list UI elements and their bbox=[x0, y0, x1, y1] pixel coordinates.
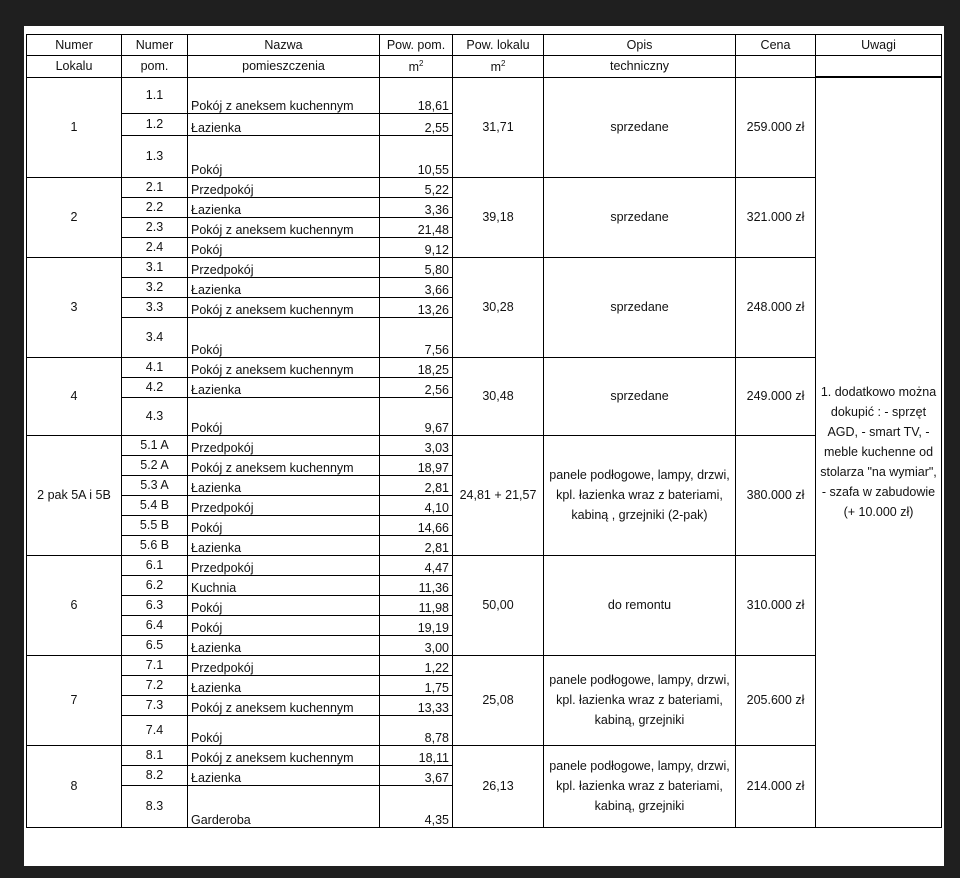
cell-numer-pom: 4.1 bbox=[122, 357, 188, 377]
cell-numer-pom: 1.2 bbox=[122, 113, 188, 135]
cell-numer-pom: 6.4 bbox=[122, 615, 188, 635]
cell-pow-lokalu: 30,48 bbox=[453, 357, 544, 435]
cell-nazwa: Przedpokój bbox=[188, 435, 380, 455]
header-cena: Cena bbox=[736, 35, 816, 56]
cell-nazwa: Przedpokój bbox=[188, 177, 380, 197]
cell-cena: 259.000 zł bbox=[736, 77, 816, 177]
cell-numer-pom: 1.3 bbox=[122, 135, 188, 177]
cell-numer-pom: 5.5 B bbox=[122, 515, 188, 535]
header-pow-lokalu: Pow. lokalu bbox=[453, 35, 544, 56]
header-row-2 bbox=[27, 56, 942, 78]
cell-uwagi: 1. dodatkowo można dokupić : - sprzęt AGD, - smart TV, - meble kuchenne od stolarza "na wymiar", - szafa w zabudowie (+ 10.000 zł) bbox=[816, 77, 942, 827]
cell-nazwa: Pokój bbox=[188, 317, 380, 357]
cell-pow-pom: 10,55 bbox=[380, 135, 453, 177]
table-row bbox=[27, 257, 942, 277]
cell-nazwa: Przedpokój bbox=[188, 495, 380, 515]
cell-nazwa: Pokój z aneksem kuchennym bbox=[188, 455, 380, 475]
cell-numer-pom: 2.2 bbox=[122, 197, 188, 217]
cell-pow-lokalu: 24,81 + 21,57 bbox=[453, 435, 544, 555]
cell-pow-pom: 3,67 bbox=[380, 765, 453, 785]
cell-pow-lokalu: 26,13 bbox=[453, 745, 544, 827]
cell-numer-pom: 5.3 A bbox=[122, 475, 188, 495]
cell-numer-pom: 2.3 bbox=[122, 217, 188, 237]
cell-pow-pom: 3,36 bbox=[380, 197, 453, 217]
cell-nazwa: Łazienka bbox=[188, 113, 380, 135]
cell-numer-lokalu: 2 pak 5A i 5B bbox=[27, 435, 122, 555]
table-body bbox=[27, 77, 942, 827]
cell-nazwa: Pokój bbox=[188, 515, 380, 535]
cell-pow-pom: 4,35 bbox=[380, 785, 453, 827]
cell-nazwa: Kuchnia bbox=[188, 575, 380, 595]
cell-pow-pom: 11,36 bbox=[380, 575, 453, 595]
header-uwagi-2 bbox=[816, 56, 942, 78]
header-pow-pom-unit: $m^2$ bbox=[380, 56, 453, 78]
cell-numer-lokalu: 3 bbox=[27, 257, 122, 357]
cell-numer-pom: 4.3 bbox=[122, 397, 188, 435]
header-nazwa: Nazwa bbox=[188, 35, 380, 56]
cell-pow-pom: 4,10 bbox=[380, 495, 453, 515]
cell-opis-techniczny: panele podłogowe, lampy, drzwi, kpl. łazienka wraz z bateriami, kabiną, grzejniki bbox=[544, 745, 736, 827]
cell-numer-pom: 6.1 bbox=[122, 555, 188, 575]
cell-numer-pom: 3.1 bbox=[122, 257, 188, 277]
cell-pow-pom: 13,26 bbox=[380, 297, 453, 317]
cell-numer-lokalu: 1 bbox=[27, 77, 122, 177]
cell-numer-pom: 5.6 B bbox=[122, 535, 188, 555]
cell-pow-pom: 21,48 bbox=[380, 217, 453, 237]
cell-pow-pom: 1,75 bbox=[380, 675, 453, 695]
cell-cena: 321.000 zł bbox=[736, 177, 816, 257]
cell-numer-pom: 7.2 bbox=[122, 675, 188, 695]
header-numer-pom-2: pom. bbox=[122, 56, 188, 78]
cell-nazwa: Pokój z aneksem kuchennym bbox=[188, 297, 380, 317]
cell-numer-pom: 8.1 bbox=[122, 745, 188, 765]
cell-pow-pom: 18,97 bbox=[380, 455, 453, 475]
cell-numer-pom: 2.1 bbox=[122, 177, 188, 197]
table-row bbox=[27, 555, 942, 575]
cell-numer-pom: 8.3 bbox=[122, 785, 188, 827]
table-row bbox=[27, 357, 942, 377]
cell-pow-pom: 2,81 bbox=[380, 475, 453, 495]
cell-pow-pom: 1,22 bbox=[380, 655, 453, 675]
cell-numer-pom: 7.4 bbox=[122, 715, 188, 745]
cell-nazwa: Pokój bbox=[188, 715, 380, 745]
header-row-1 bbox=[27, 35, 942, 56]
cell-opis-techniczny: panele podłogowe, lampy, drzwi, kpl. łazienka wraz z bateriami, kabiną, grzejniki bbox=[544, 655, 736, 745]
cell-nazwa: Łazienka bbox=[188, 377, 380, 397]
cell-numer-pom: 3.4 bbox=[122, 317, 188, 357]
cell-opis-techniczny: sprzedane bbox=[544, 257, 736, 357]
cell-pow-pom: 3,03 bbox=[380, 435, 453, 455]
cell-numer-lokalu: 8 bbox=[27, 745, 122, 827]
cell-cena: 248.000 zł bbox=[736, 257, 816, 357]
cell-nazwa: Łazienka bbox=[188, 535, 380, 555]
cell-numer-pom: 6.3 bbox=[122, 595, 188, 615]
cell-pow-pom: 8,78 bbox=[380, 715, 453, 745]
cell-nazwa: Pokój z aneksem kuchennym bbox=[188, 745, 380, 765]
cell-nazwa: Łazienka bbox=[188, 765, 380, 785]
cell-opis-techniczny: do remontu bbox=[544, 555, 736, 655]
cell-numer-lokalu: 7 bbox=[27, 655, 122, 745]
cell-nazwa: Pokój z aneksem kuchennym bbox=[188, 357, 380, 377]
cell-nazwa: Przedpokój bbox=[188, 257, 380, 277]
cell-nazwa: Garderoba bbox=[188, 785, 380, 827]
table-row bbox=[27, 435, 942, 455]
cell-numer-pom: 5.1 A bbox=[122, 435, 188, 455]
cell-pow-pom: 9,67 bbox=[380, 397, 453, 435]
cell-nazwa: Przedpokój bbox=[188, 655, 380, 675]
header-cena-2 bbox=[736, 56, 816, 78]
cell-nazwa: Łazienka bbox=[188, 635, 380, 655]
cell-opis-techniczny: sprzedane bbox=[544, 177, 736, 257]
header-nazwa-2: pomieszczenia bbox=[188, 56, 380, 78]
cell-pow-pom: 18,25 bbox=[380, 357, 453, 377]
cell-cena: 214.000 zł bbox=[736, 745, 816, 827]
cell-nazwa: Pokój bbox=[188, 595, 380, 615]
cell-pow-pom: 5,80 bbox=[380, 257, 453, 277]
cell-pow-pom: 13,33 bbox=[380, 695, 453, 715]
cell-numer-pom: 3.3 bbox=[122, 297, 188, 317]
cell-numer-lokalu: 6 bbox=[27, 555, 122, 655]
cell-nazwa: Przedpokój bbox=[188, 555, 380, 575]
cell-pow-pom: 14,66 bbox=[380, 515, 453, 535]
cell-pow-pom: 9,12 bbox=[380, 237, 453, 257]
table-row bbox=[27, 77, 942, 113]
cell-nazwa: Łazienka bbox=[188, 197, 380, 217]
header-uwagi: Uwagi bbox=[816, 35, 942, 56]
cell-nazwa: Pokój bbox=[188, 135, 380, 177]
cell-numer-pom: 5.2 A bbox=[122, 455, 188, 475]
header-opis: Opis bbox=[544, 35, 736, 56]
cell-pow-pom: 2,55 bbox=[380, 113, 453, 135]
table-row bbox=[27, 655, 942, 675]
cell-pow-pom: 19,19 bbox=[380, 615, 453, 635]
cell-numer-pom: 6.2 bbox=[122, 575, 188, 595]
spreadsheet-sheet bbox=[24, 26, 944, 866]
header-pow-lokalu-unit: $m^2$ bbox=[453, 56, 544, 78]
cell-pow-lokalu: 39,18 bbox=[453, 177, 544, 257]
cell-pow-pom: 11,98 bbox=[380, 595, 453, 615]
cell-pow-lokalu: 25,08 bbox=[453, 655, 544, 745]
cell-nazwa: Pokój bbox=[188, 615, 380, 635]
cell-pow-pom: 2,81 bbox=[380, 535, 453, 555]
cell-numer-pom: 5.4 B bbox=[122, 495, 188, 515]
cell-nazwa: Pokój z aneksem kuchennym bbox=[188, 695, 380, 715]
cell-numer-pom: 4.2 bbox=[122, 377, 188, 397]
cell-nazwa: Pokój bbox=[188, 237, 380, 257]
cell-cena: 249.000 zł bbox=[736, 357, 816, 435]
cell-numer-pom: 6.5 bbox=[122, 635, 188, 655]
cell-pow-lokalu: 31,71 bbox=[453, 77, 544, 177]
cell-numer-pom: 7.3 bbox=[122, 695, 188, 715]
cell-opis-techniczny: sprzedane bbox=[544, 77, 736, 177]
cell-numer-pom: 7.1 bbox=[122, 655, 188, 675]
cell-pow-lokalu: 30,28 bbox=[453, 257, 544, 357]
header-pow-pom: Pow. pom. bbox=[380, 35, 453, 56]
cell-cena: 205.600 zł bbox=[736, 655, 816, 745]
cell-numer-pom: 2.4 bbox=[122, 237, 188, 257]
apartments-table bbox=[26, 34, 942, 828]
cell-pow-pom: 2,56 bbox=[380, 377, 453, 397]
header-opis-2: techniczny bbox=[544, 56, 736, 78]
cell-pow-pom: 3,00 bbox=[380, 635, 453, 655]
cell-nazwa: Łazienka bbox=[188, 277, 380, 297]
cell-cena: 380.000 zł bbox=[736, 435, 816, 555]
cell-pow-pom: 7,56 bbox=[380, 317, 453, 357]
cell-numer-lokalu: 4 bbox=[27, 357, 122, 435]
cell-pow-pom: 4,47 bbox=[380, 555, 453, 575]
cell-nazwa: Łazienka bbox=[188, 675, 380, 695]
cell-pow-pom: 18,11 bbox=[380, 745, 453, 765]
cell-nazwa: Pokój z aneksem kuchennym bbox=[188, 77, 380, 113]
table-row bbox=[27, 177, 942, 197]
cell-opis-techniczny: panele podłogowe, lampy, drzwi, kpl. łazienka wraz z bateriami, kabiną , grzejniki (2-pak) bbox=[544, 435, 736, 555]
cell-opis-techniczny: sprzedane bbox=[544, 357, 736, 435]
cell-nazwa: Pokój z aneksem kuchennym bbox=[188, 217, 380, 237]
cell-numer-pom: 1.1 bbox=[122, 77, 188, 113]
cell-pow-pom: 18,61 bbox=[380, 77, 453, 113]
cell-pow-lokalu: 50,00 bbox=[453, 555, 544, 655]
table-row bbox=[27, 745, 942, 765]
cell-nazwa: Łazienka bbox=[188, 475, 380, 495]
cell-cena: 310.000 zł bbox=[736, 555, 816, 655]
cell-numer-lokalu: 2 bbox=[27, 177, 122, 257]
cell-pow-pom: 3,66 bbox=[380, 277, 453, 297]
cell-nazwa: Pokój bbox=[188, 397, 380, 435]
header-numer-lokalu-2: Lokalu bbox=[27, 56, 122, 78]
cell-pow-pom: 5,22 bbox=[380, 177, 453, 197]
header-numer-pom: Numer bbox=[122, 35, 188, 56]
cell-numer-pom: 3.2 bbox=[122, 277, 188, 297]
header-numer-lokalu: Numer bbox=[27, 35, 122, 56]
cell-numer-pom: 8.2 bbox=[122, 765, 188, 785]
